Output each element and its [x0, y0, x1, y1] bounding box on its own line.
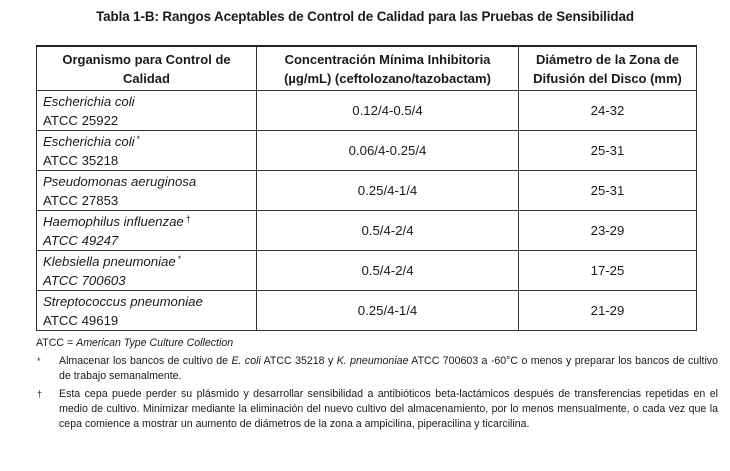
zone-cell: 21-29 [519, 291, 697, 331]
atcc-strain: ATCC 700603 [43, 272, 126, 288]
footnote-marker: * [136, 133, 141, 144]
footnote-marker: † [185, 213, 191, 224]
mic-cell: 0.12/4-0.5/4 [257, 91, 519, 131]
organism-cell [37, 171, 257, 211]
table-row [37, 291, 697, 331]
table-row [37, 251, 697, 291]
zone-cell: 25-31 [519, 131, 697, 171]
table-row [37, 171, 697, 211]
atcc-definition [36, 336, 718, 351]
header-mic: Concentración Mínima Inhibitoria (µg/mL) (ceftolozano/tazobactam) [257, 46, 519, 91]
footnote-mark: † [37, 389, 43, 399]
table-row [37, 211, 697, 251]
mic-cell: 0.25/4-1/4 [257, 171, 519, 211]
organism-cell [37, 131, 257, 171]
qc-ranges-table [36, 45, 697, 331]
footnote-asterisk [36, 354, 718, 384]
footnote-mark: * [37, 356, 41, 366]
atcc-strain: ATCC 49247 [43, 232, 119, 248]
organism-cell [37, 251, 257, 291]
atcc-strain: ATCC 27853 [43, 192, 119, 208]
table-row [37, 91, 697, 131]
atcc-strain: ATCC 35218 [43, 152, 119, 168]
organism-name: Escherichia coli [43, 133, 135, 149]
organism-name: Escherichia coli [43, 93, 135, 109]
header-zone: Diámetro de la Zona de Difusión del Disco (mm) [519, 46, 697, 91]
footnote-dagger [36, 387, 718, 432]
mic-cell: 0.06/4-0.25/4 [257, 131, 519, 171]
table-header-row [37, 46, 697, 91]
zone-cell: 24-32 [519, 91, 697, 131]
mic-cell: 0.5/4-2/4 [257, 251, 519, 291]
organism-name: Streptococcus pneumoniae [43, 293, 203, 309]
table-title: Tabla 1-B: Rangos Aceptables de Control de Calidad para las Pruebas de Sensibilidad [96, 9, 634, 24]
mic-cell: 0.25/4-1/4 [257, 291, 519, 331]
table-row [37, 131, 697, 171]
table-notes [36, 336, 718, 432]
footnote-text: Almacenar los bancos de cultivo de E. coli ATCC 35218 y K. pneumoniae ATCC 700603 a -60°C o menos y preparar los bancos de cultivo de trabajo semanalmente. [59, 355, 718, 382]
zone-cell: 17-25 [519, 251, 697, 291]
atcc-strain: ATCC 49619 [43, 312, 119, 328]
footnote-text: Esta cepa puede perder su plásmido y desarrollar sensibilidad a antibióticos beta-lactámicos después de transferencias repetidas en el medio de cultivo. Minimizar mediante la eliminación del nuevo cultivo del almacenamiento, por lo menos mensualmente, o cada vez que la cepa comience a mostrar un aumento de diámetros de la zona a ampicilina, piperacilina y ticarcilina. [59, 388, 718, 430]
organism-cell [37, 91, 257, 131]
header-organism: Organismo para Control de Calidad [37, 46, 257, 91]
mic-cell: 0.5/4-2/4 [257, 211, 519, 251]
atcc-def: American Type Culture Collection [76, 337, 234, 349]
zone-cell: 23-29 [519, 211, 697, 251]
organism-name: Pseudomonas aeruginosa [43, 173, 197, 189]
footnote-marker: * [177, 253, 182, 264]
organism-cell [37, 211, 257, 251]
organism-name: Klebsiella pneumoniae [43, 253, 176, 269]
organism-name: Haemophilus influenzae [43, 213, 184, 229]
organism-cell [37, 291, 257, 331]
atcc-strain: ATCC 25922 [43, 112, 119, 128]
atcc-prefix: ATCC = [36, 337, 77, 349]
zone-cell: 25-31 [519, 171, 697, 211]
